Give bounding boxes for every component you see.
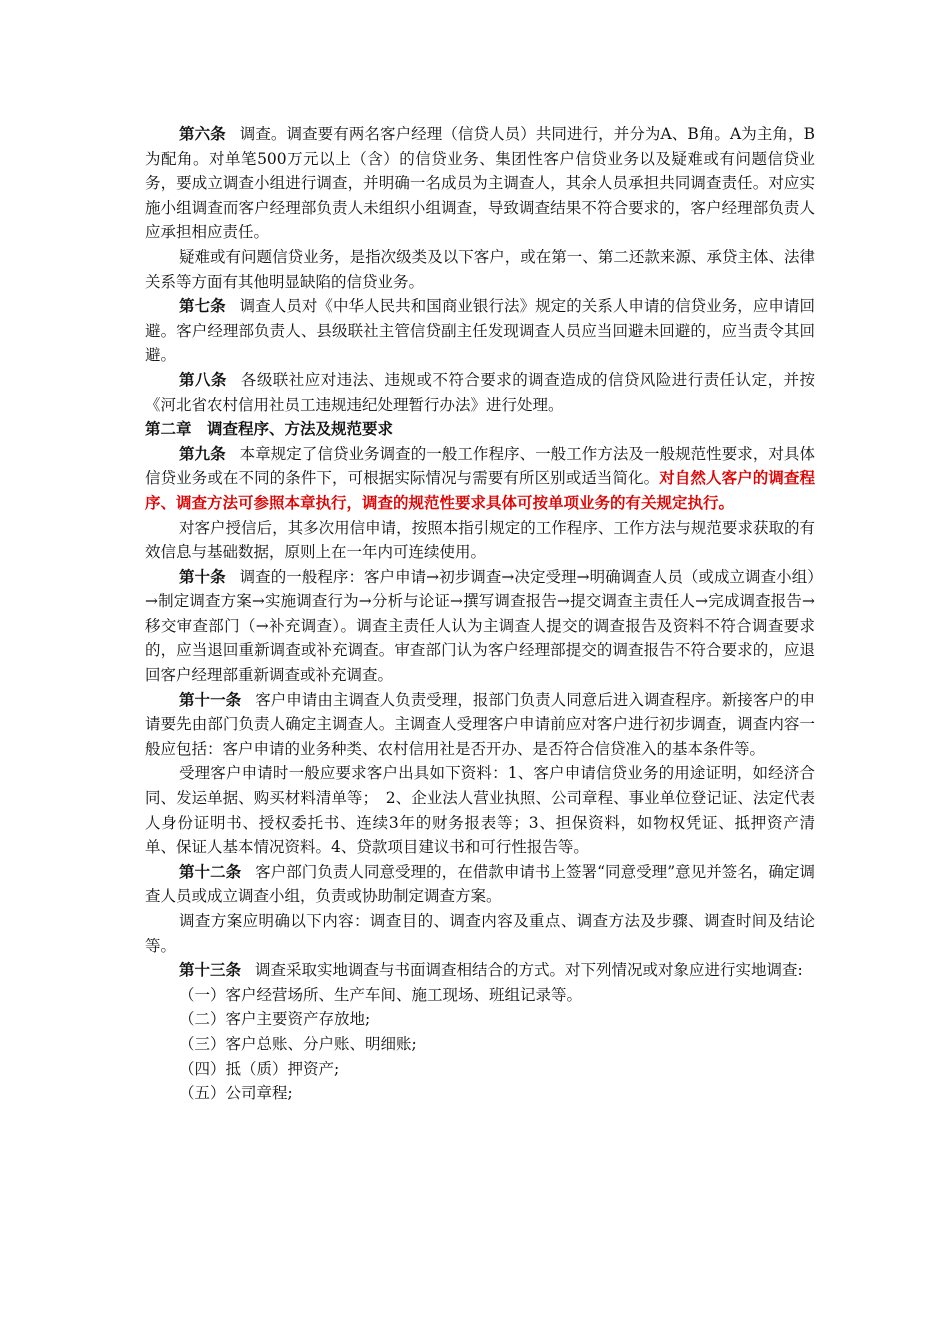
article-label: 第八条 — [179, 370, 227, 389]
article-7-paragraph — [145, 294, 815, 368]
article-12-paragraph-2: 调查方案应明确以下内容：调查目的、调查内容及重点、调查方法及步骤、调查时间及结论等。 — [145, 912, 815, 955]
chapter-heading: 第二章 调查程序、方法及规范要求 — [145, 420, 394, 439]
article-text: 各级联社应对违法、违规或不符合要求的调查造成的信贷风险进行责任认定，并按《河北省农村信用社员工违规违纪处理暂行办法》进行处理。 — [145, 370, 815, 414]
article-6-paragraph — [145, 122, 815, 245]
article-text: 调查采取实地调查与书面调查相结合的方式。对下列情况或对象应进行实地调查: — [255, 961, 803, 980]
list-item: （五）公司章程; — [179, 1084, 293, 1103]
article-text: 调查的一般程序：客户申请→初步调查→决定受理→明确调查人员（或成立调查小组）→制定调查方案→实施调查行为→分析与论证→撰写调查报告→提交调查主责任人→完成调查报告→移交审查部门（→补充调查）。调查主责任人认为主调查人提交的调查报告及资料不符合调查要求的，应当退回重新调查或补充调查。审查部门认为客户经理部提交的调查报告不符合要求的，应退回客户经理部重新调查或补充调查。 — [145, 567, 815, 685]
article-text: 本章规定了信贷业务调查的一般工作程序、一般工作方法及一般规范性要求，对具体信贷业务或在不同的条件下，可根据实际情况与需要有所区别或适当简化。 — [145, 444, 815, 488]
article-text: 客户部门负责人同意受理的，在借款申请书上签署“同意受理”意见并签名，确定调查人员或成立调查小组，负责或协助制定调查方案。 — [145, 862, 815, 906]
article-label: 第十三条 — [179, 961, 242, 980]
article-8-paragraph — [145, 368, 815, 417]
article-label: 第十二条 — [179, 862, 242, 881]
list-item: （二）客户主要资产存放地; — [179, 1010, 371, 1029]
highlighted-text: 对自然人客户的调查程序、调查方法可参照本章执行，调查的规范性要求具体可按单项业务的有关规定执行。 — [145, 468, 815, 512]
article-label: 第十条 — [179, 567, 226, 586]
article-6-paragraph-2: 疑难或有问题信贷业务，是指次级类及以下客户，或在第一、第二还款来源、承贷主体、法律关系等方面有其他明显缺陷的信贷业务。 — [145, 247, 815, 291]
list-item: （一）客户经营场所、生产车间、施工现场、班组记录等。 — [179, 985, 583, 1004]
article-label: 第六条 — [179, 125, 226, 143]
article-label: 第九条 — [179, 444, 226, 463]
list-item: （四）抵（质）押资产; — [179, 1059, 340, 1078]
article-13-paragraph — [145, 958, 815, 983]
article-11-paragraph — [145, 688, 815, 762]
article-11-paragraph-2: 受理客户申请时一般应要求客户出具如下资料：1、客户申请信贷业务的用途证明，如经济合同、发运单据、购买材料清单等； 2、企业法人营业执照、公司章程、事业单位登记证、法定代表人身份证明书、授权委托书、连续3年的财务报表等；3、担保资料，如物权凭证、抵押资产清单、保证人基本情况资料。4、贷款项目建议书和可行性报告等。 — [145, 764, 815, 857]
article-10-paragraph — [145, 565, 815, 688]
article-9-paragraph — [145, 442, 815, 516]
document-page — [145, 122, 815, 1106]
article-9-paragraph-2: 对客户授信后，其多次用信申请，按照本指引规定的工作程序、工作方法与规范要求获取的有效信息与基础数据，原则上在一年内可连续使用。 — [145, 518, 815, 562]
article-text: 客户申请由主调查人负责受理，报部门负责人同意后进入调查程序。新接客户的申请要先由部门负责人确定主调查人。主调查人受理客户申请前应对客户进行初步调查，调查内容一般应包括：客户申请的业务种类、农村信用社是否开办、是否符合信贷准入的基本条件等。 — [145, 690, 815, 758]
article-12-paragraph — [145, 860, 815, 909]
article-text: 调查。调查要有两名客户经理（信贷人员）共同进行，并分为A、B角。A为主角，B为配角。对单笔500万元以上（含）的信贷业务、集团性客户信贷业务以及疑难或有问题信贷业务，要成立调查小组进行调查，并明确一名成员为主调查人，其余人员承担共同调查责任。对应实施小组调查而客户经理部负责人未组织小组调查，导致调查结果不符合要求的，客户经理部负责人应承担相应责任。 — [145, 125, 815, 242]
list-item: （三）客户总账、分户账、明细账; — [179, 1034, 417, 1053]
article-label: 第七条 — [179, 297, 226, 316]
article-text: 调查人员对《中华人民共和国商业银行法》规定的关系人申请的信贷业务，应申请回避。客户经理部负责人、县级联社主管信贷副主任发现调查人员应当回避未回避的，应当责令其回避。 — [145, 297, 815, 365]
article-label: 第十一条 — [179, 690, 242, 709]
